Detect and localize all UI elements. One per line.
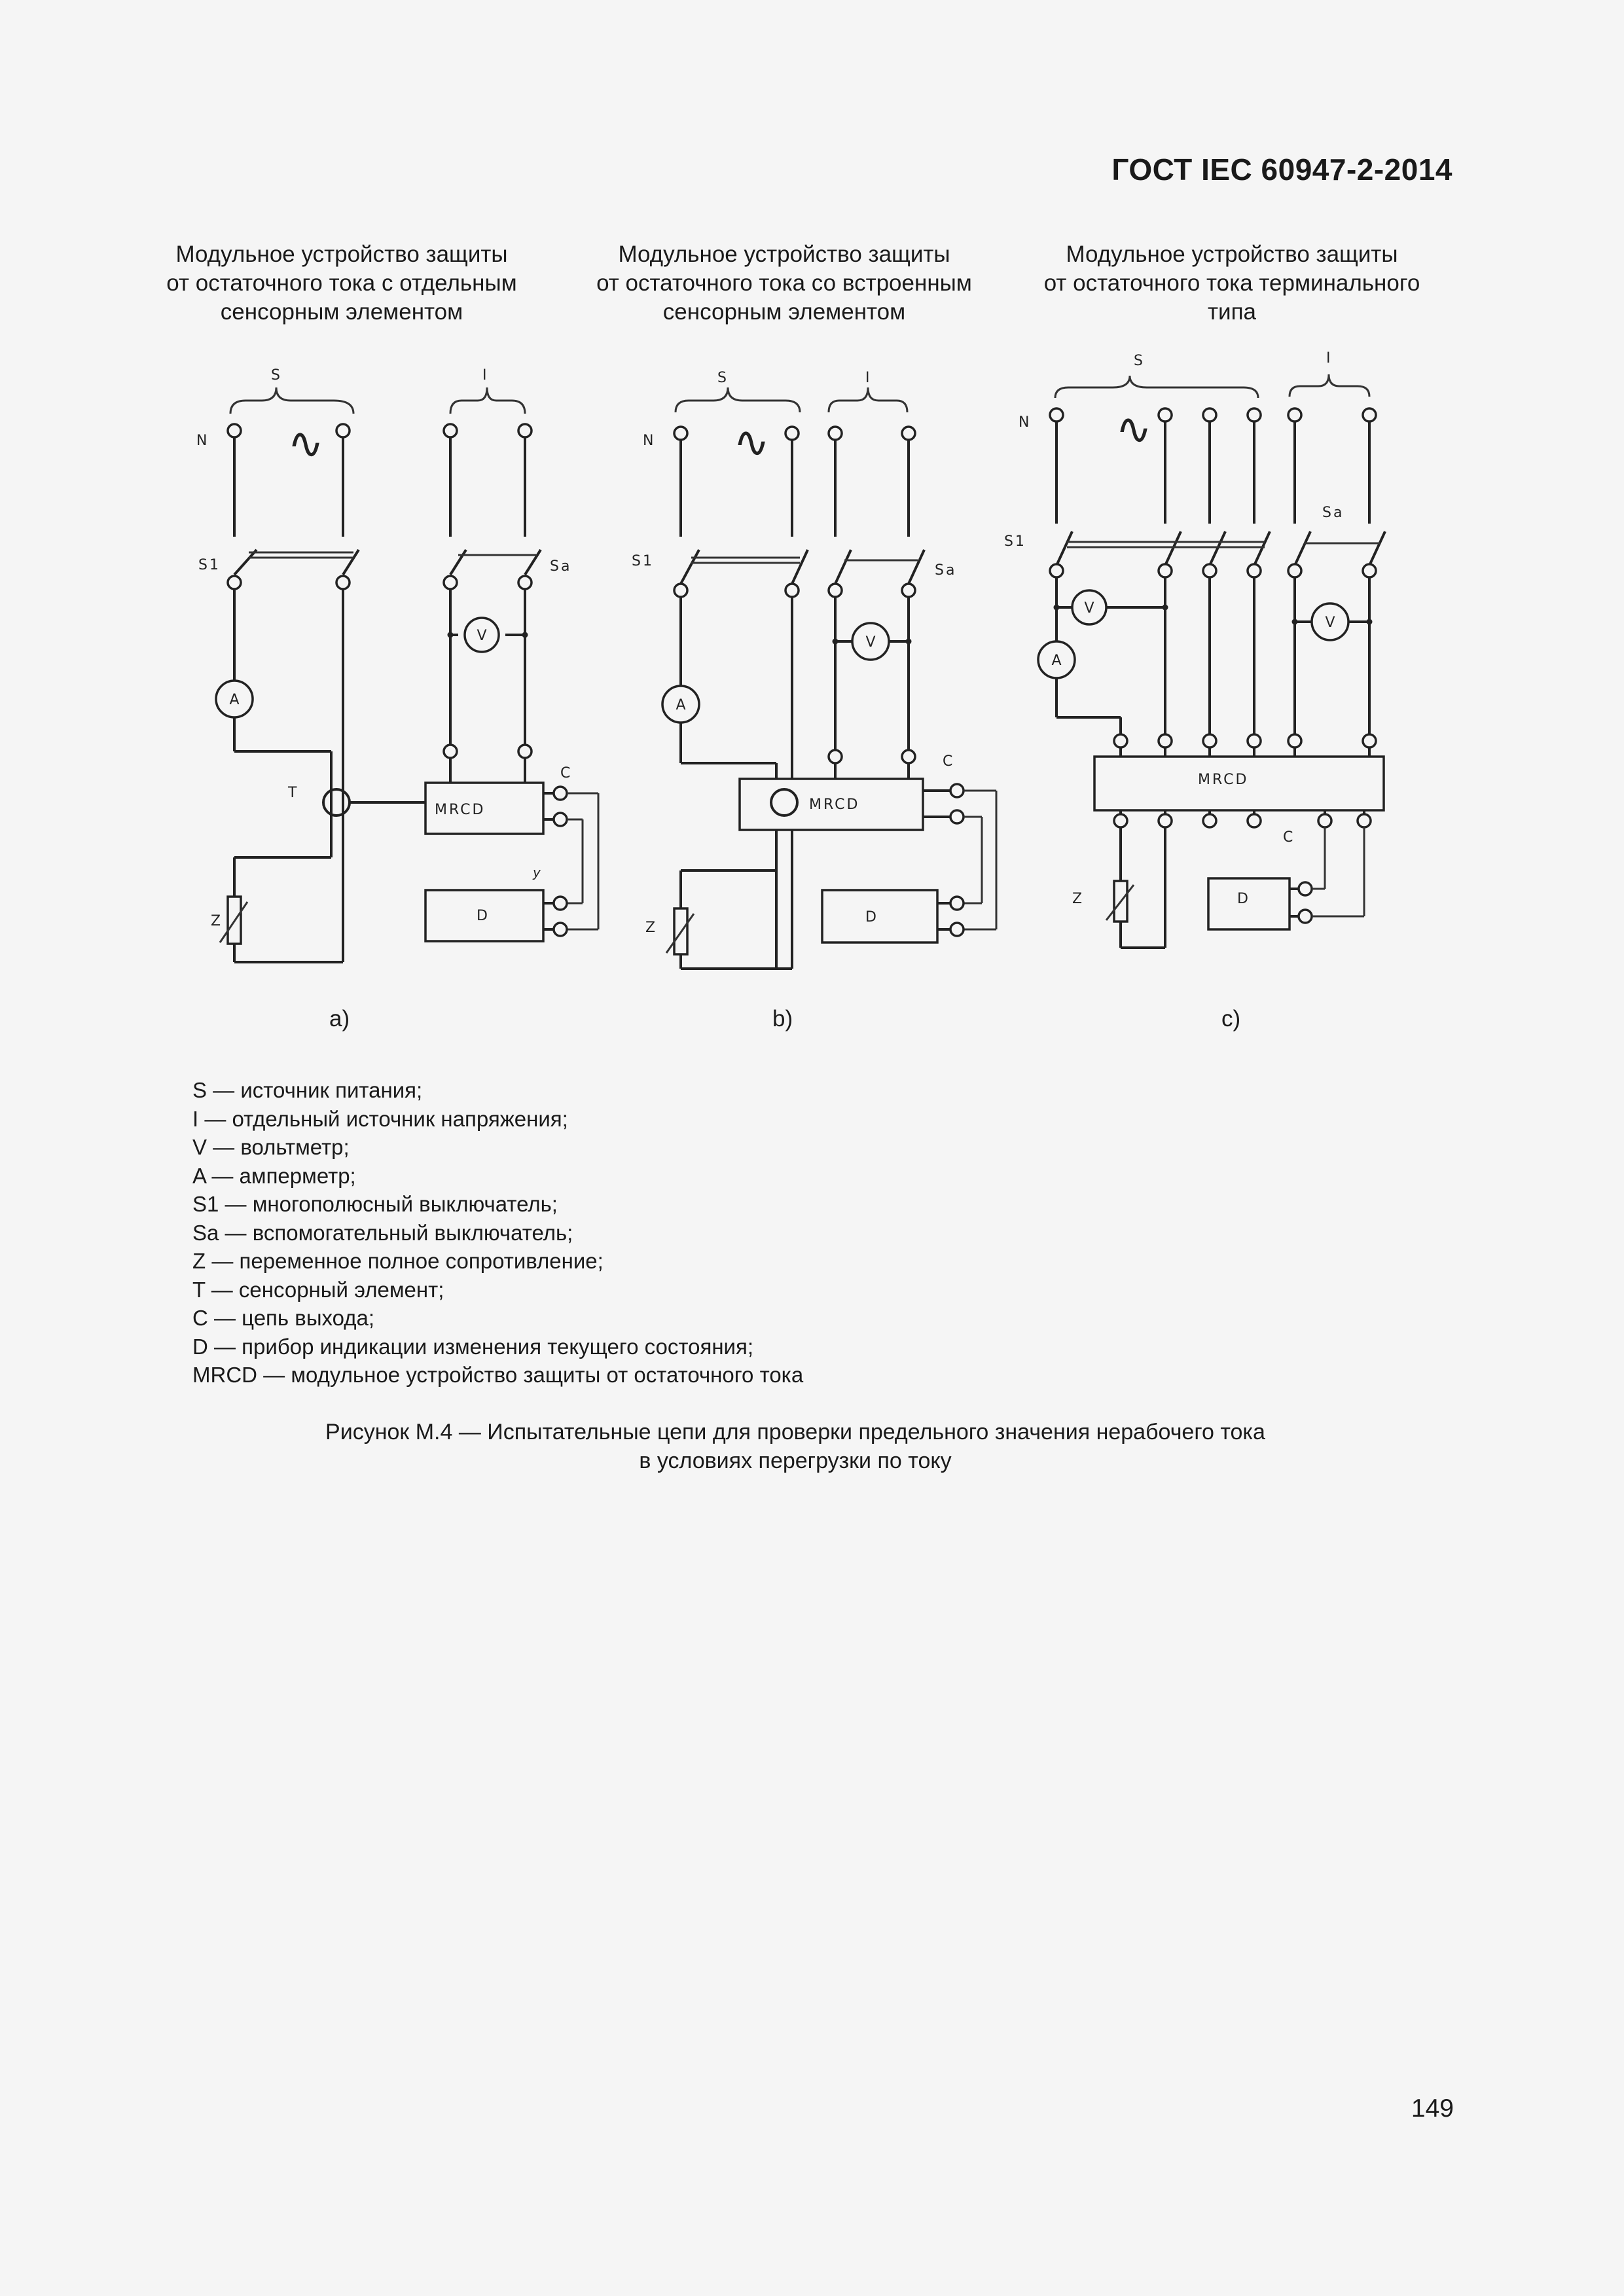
sensor-element-icon <box>323 789 350 816</box>
voltmeter-icon <box>1072 590 1106 624</box>
label-s: S <box>717 370 729 386</box>
svg-text:V: V <box>865 634 876 651</box>
diagram-a <box>196 367 598 962</box>
caption-b-line-1: Модульное устройство защиты <box>618 242 950 267</box>
label-d: D <box>477 908 490 924</box>
sub-label-c: c) <box>1221 1006 1241 1031</box>
label-sa: Sa <box>935 562 957 579</box>
caption-a-line-3: сенсорным элементом <box>220 299 463 325</box>
svg-text:A: A <box>229 692 240 708</box>
label-y: y <box>533 865 543 880</box>
legend-item: Sa — вспомогательный выключатель; <box>192 1220 573 1245</box>
label-s1: S1 <box>1004 533 1026 550</box>
label-z: Z <box>211 913 223 929</box>
legend-item: Z — переменное полное сопротивление; <box>192 1249 604 1273</box>
label-sa: Sa <box>1322 505 1344 521</box>
voltmeter-icon <box>852 623 889 660</box>
label-sa: Sa <box>550 558 572 575</box>
label-z: Z <box>645 920 658 936</box>
label-i: I <box>1326 350 1333 367</box>
legend-item: MRCD — модульное устройство защиты от остаточного тока <box>192 1363 804 1387</box>
label-n: N <box>1019 414 1032 431</box>
diagram-b <box>632 370 996 969</box>
label-i: I <box>482 367 489 384</box>
sub-label-b: b) <box>772 1006 793 1031</box>
label-c: C <box>560 765 573 781</box>
brace-s-c <box>1055 376 1258 398</box>
legend-item: S1 — многополюсный выключатель; <box>192 1192 558 1216</box>
label-n: N <box>643 433 656 449</box>
svg-text:A: A <box>1051 653 1062 669</box>
brace-s-b <box>676 387 800 412</box>
svg-text:V: V <box>1084 600 1094 617</box>
brace-i-a <box>450 387 525 414</box>
legend-item: D — прибор индикации изменения текущего состояния; <box>192 1334 754 1359</box>
figure-caption-line-1: Рисунок М.4 — Испытательные цепи для проверки предельного значения нерабочего тока <box>325 1420 1265 1444</box>
legend-item: C — цепь выхода; <box>192 1306 375 1330</box>
ac-source-icon: ∿ <box>287 418 324 469</box>
legend-item: A — амперметр; <box>192 1163 356 1188</box>
label-d: D <box>865 909 878 925</box>
circuit-diagrams <box>0 0 1624 995</box>
label-c: C <box>1283 829 1295 846</box>
caption-b-line-2: от остаточного тока со встроенным <box>596 270 972 296</box>
legend-item: S — источник питания; <box>192 1078 423 1102</box>
document-code: ГОСТ IEC 60947-2-2014 <box>1111 152 1453 187</box>
label-c: C <box>943 753 955 770</box>
caption-c-line-2: от остаточного тока терминального <box>1043 270 1420 296</box>
label-s1: S1 <box>198 557 221 573</box>
brace-i-b <box>829 387 907 412</box>
caption-c-line-1: Модульное устройство защиты <box>1066 242 1398 267</box>
variable-impedance-icon <box>1106 881 1134 922</box>
mrcd-label: MRCD <box>809 797 860 813</box>
legend <box>192 1076 803 1390</box>
caption-a-line-1: Модульное устройство защиты <box>175 242 508 267</box>
label-z: Z <box>1072 891 1085 907</box>
label-i: I <box>865 370 872 386</box>
svg-text:A: A <box>676 697 686 713</box>
ammeter-icon <box>1038 641 1075 678</box>
diagram-c <box>1004 350 1385 948</box>
indicator-d-box <box>822 890 937 942</box>
mrcd-label: MRCD <box>1198 772 1249 788</box>
legend-item: T — сенсорный элемент; <box>192 1277 444 1302</box>
svg-text:V: V <box>1325 615 1335 631</box>
sub-label-a: a) <box>329 1006 350 1031</box>
voltmeter-icon <box>1312 603 1348 640</box>
svg-text:V: V <box>477 628 487 644</box>
label-s: S <box>271 367 282 384</box>
label-s1: S1 <box>632 553 654 569</box>
ac-source-icon: ∿ <box>733 417 770 467</box>
voltmeter-icon <box>465 618 499 652</box>
variable-impedance-icon <box>220 897 247 944</box>
label-n: N <box>196 433 209 449</box>
brace-i-c <box>1290 374 1369 397</box>
legend-item: I — отдельный источник напряжения; <box>192 1106 568 1131</box>
caption-c-line-3: типа <box>1208 299 1256 325</box>
brace-s-a <box>230 387 353 414</box>
figure-caption <box>196 1418 1394 1475</box>
figure-caption-line-2: в условиях перегрузки по току <box>639 1448 952 1473</box>
label-t: T <box>288 785 299 801</box>
ac-source-icon: ∿ <box>1115 404 1152 454</box>
caption-a-line-2: от остаточного тока с отдельным <box>166 270 517 296</box>
variable-impedance-icon <box>666 908 694 954</box>
ammeter-icon <box>662 686 699 723</box>
ammeter-icon <box>216 681 253 717</box>
label-d: D <box>1237 891 1250 907</box>
page-number: 149 <box>1411 2094 1454 2123</box>
legend-item: V — вольтметр; <box>192 1135 350 1159</box>
label-s: S <box>1134 353 1145 369</box>
caption-b-line-3: сенсорным элементом <box>662 299 906 325</box>
mrcd-label: MRCD <box>435 802 486 818</box>
